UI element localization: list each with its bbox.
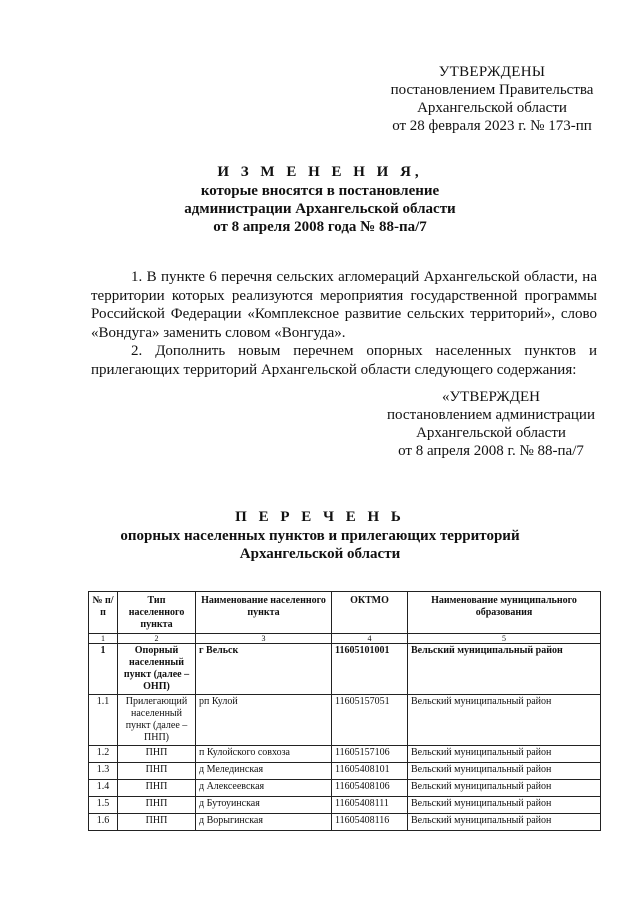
cell-name: д Ворыгинская bbox=[196, 814, 332, 831]
cell-name: д Бутоуинская bbox=[196, 797, 332, 814]
cell-num: 1.5 bbox=[89, 797, 118, 814]
list-subtitle-line: Архангельской области bbox=[239, 546, 401, 562]
approval-line: Архангельской области bbox=[417, 100, 567, 116]
cell-oktmo: 11605157051 bbox=[332, 695, 408, 746]
cell-num: 1.3 bbox=[89, 763, 118, 780]
annex-approval-stamp bbox=[376, 388, 606, 460]
table-row bbox=[89, 746, 601, 763]
column-index: 3 bbox=[196, 634, 332, 644]
annex-approval-line: от 8 апреля 2008 г. № 88-па/7 bbox=[398, 443, 584, 459]
body-text bbox=[91, 268, 597, 379]
cell-num: 1.1 bbox=[89, 695, 118, 746]
approval-line: от 28 февраля 2023 г. № 173-пп bbox=[392, 118, 592, 134]
header-municipality: Наименование муниципального образования bbox=[408, 592, 601, 634]
cell-name: п Кулойского совхоза bbox=[196, 746, 332, 763]
cell-type: ПНП bbox=[118, 797, 196, 814]
cell-num: 1 bbox=[89, 644, 118, 695]
header-type: Тип населенного пункта bbox=[118, 592, 196, 634]
cell-municipality: Вельский муниципальный район bbox=[408, 814, 601, 831]
cell-num: 1.2 bbox=[89, 746, 118, 763]
cell-municipality: Вельский муниципальный район bbox=[408, 644, 601, 695]
approval-stamp bbox=[374, 63, 610, 135]
cell-type: ПНП bbox=[118, 780, 196, 797]
table-row bbox=[89, 780, 601, 797]
cell-municipality: Вельский муниципальный район bbox=[408, 746, 601, 763]
cell-municipality: Вельский муниципальный район bbox=[408, 763, 601, 780]
cell-name: рп Кулой bbox=[196, 695, 332, 746]
column-index: 1 bbox=[89, 634, 118, 644]
cell-name: д Алексеевская bbox=[196, 780, 332, 797]
annex-approval-line: Архангельской области bbox=[416, 425, 566, 441]
list-subtitle-line: опорных населенных пунктов и прилегающих территорий bbox=[120, 528, 520, 544]
cell-num: 1.6 bbox=[89, 814, 118, 831]
cell-oktmo: 11605101001 bbox=[332, 644, 408, 695]
table-header-row bbox=[89, 592, 601, 634]
cell-name: г Вельск bbox=[196, 644, 332, 695]
cell-name: д Мелединская bbox=[196, 763, 332, 780]
cell-oktmo: 11605157106 bbox=[332, 746, 408, 763]
approval-title: УТВЕРЖДЕНЫ bbox=[438, 64, 546, 80]
cell-municipality: Вельский муниципальный район bbox=[408, 695, 601, 746]
cell-oktmo: 11605408101 bbox=[332, 763, 408, 780]
header-name: Наименование населенного пункта bbox=[196, 592, 332, 634]
settlements-table bbox=[88, 591, 601, 831]
header-num: № п/п bbox=[89, 592, 118, 634]
column-index-row bbox=[89, 634, 601, 644]
changes-subtitle-line: которые вносятся в постановление bbox=[200, 183, 440, 199]
cell-type: Прилегающий населенный пункт (далее – ПНП) bbox=[118, 695, 196, 746]
approval-line: постановлением Правительства bbox=[390, 82, 594, 98]
cell-oktmo: 11605408116 bbox=[332, 814, 408, 831]
changes-title-block bbox=[60, 163, 580, 236]
paragraph-1: 1. В пункте 6 перечня сельских агломераций Архангельской области, на территории которых реализуются мероприятия государственной программы Российской Федерации «Комплексное развитие сельских территорий», слово «Вондуга» заменить словом «Вонгуда». bbox=[91, 269, 597, 341]
list-heading: П Е Р Е Ч Е Н Ь bbox=[235, 509, 405, 525]
cell-type: Опорный населенный пункт (далее – ОНП) bbox=[118, 644, 196, 695]
cell-type: ПНП bbox=[118, 763, 196, 780]
paragraph-2: 2. Дополнить новым перечнем опорных населенных пунктов и прилегающих территорий Архангельской области следующего содержания: bbox=[91, 343, 597, 378]
changes-heading: И З М Е Н Е Н И Я, bbox=[217, 164, 423, 180]
changes-subtitle-line: администрации Архангельской области bbox=[184, 201, 456, 217]
cell-type: ПНП bbox=[118, 746, 196, 763]
changes-subtitle-line: от 8 апреля 2008 года № 88-па/7 bbox=[213, 219, 427, 235]
cell-municipality: Вельский муниципальный район bbox=[408, 780, 601, 797]
cell-num: 1.4 bbox=[89, 780, 118, 797]
cell-oktmo: 11605408106 bbox=[332, 780, 408, 797]
column-index: 4 bbox=[332, 634, 408, 644]
cell-oktmo: 11605408111 bbox=[332, 797, 408, 814]
cell-type: ПНП bbox=[118, 814, 196, 831]
table-row bbox=[89, 644, 601, 695]
table-row bbox=[89, 797, 601, 814]
table-row bbox=[89, 695, 601, 746]
annex-approval-line: постановлением администрации bbox=[387, 407, 595, 423]
table-row bbox=[89, 763, 601, 780]
table-row bbox=[89, 814, 601, 831]
cell-municipality: Вельский муниципальный район bbox=[408, 797, 601, 814]
column-index: 2 bbox=[118, 634, 196, 644]
column-index: 5 bbox=[408, 634, 601, 644]
annex-approval-title: «УТВЕРЖДЕН bbox=[442, 389, 540, 405]
header-oktmo: ОКТМО bbox=[332, 592, 408, 634]
list-title-block bbox=[60, 508, 580, 563]
